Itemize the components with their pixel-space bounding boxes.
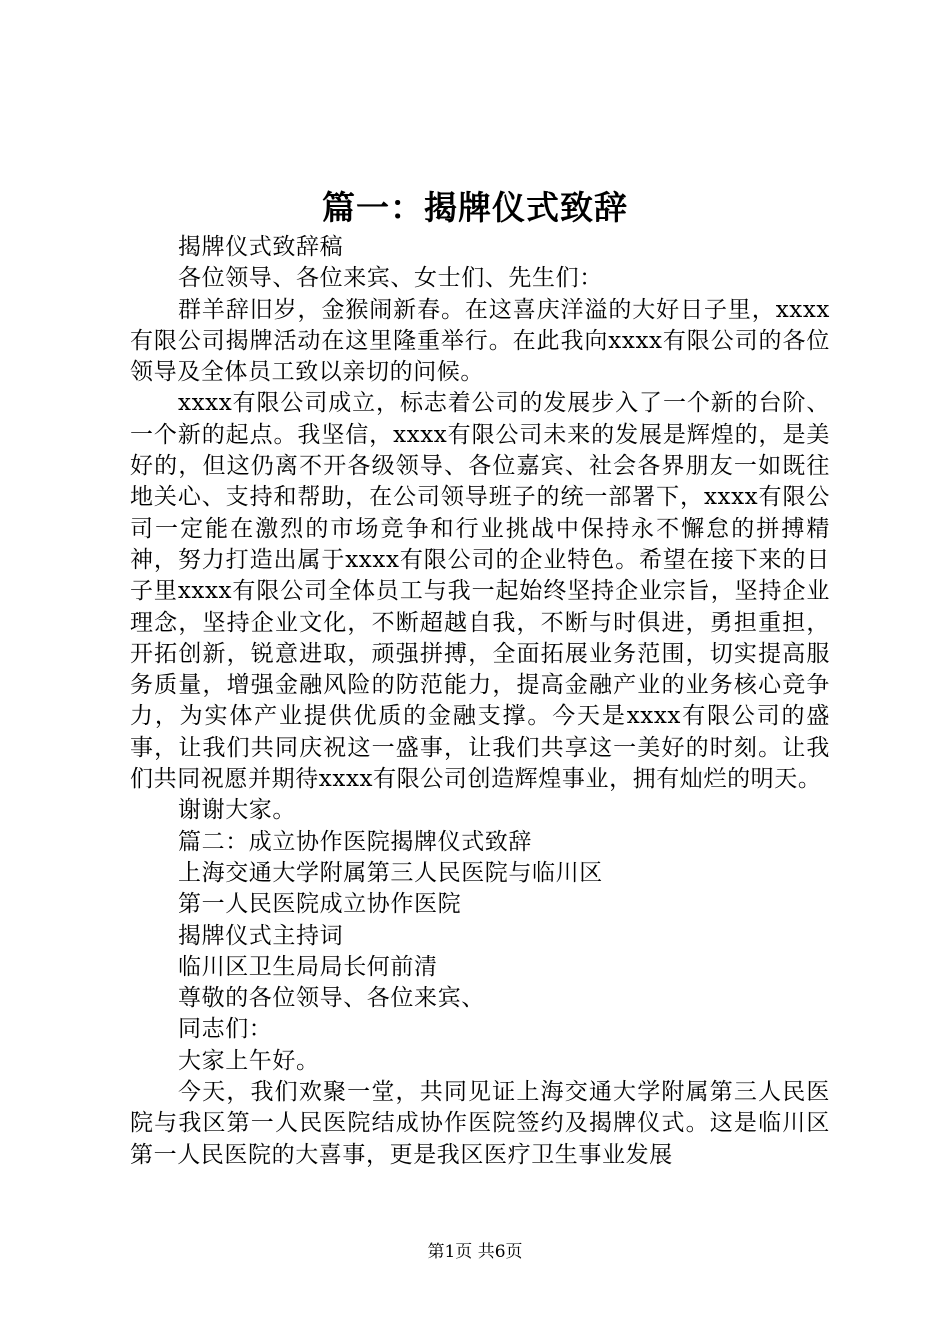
paragraph: 谢谢大家。 <box>178 797 296 824</box>
paragraph: 上海交通大学附属第三人民医院与临川区 <box>178 859 603 886</box>
paragraph: 大家上午好。 <box>178 1047 320 1074</box>
document-title: 篇一：揭牌仪式致辞 <box>322 188 628 227</box>
paragraph: 揭牌仪式主持词 <box>178 922 344 949</box>
page-footer: 第1页 共6页 <box>427 1242 523 1262</box>
paragraph: 今天，我们欢聚一堂，共同见证上海交通大学附属第三人民医院与我区第一人民医院结成协作医院签约及揭牌仪式。这是临川区第一人民医院的大喜事，更是我区医疗卫生事业发展 <box>130 1079 830 1168</box>
paragraph: 群羊辞旧岁，金猴闹新春。在这喜庆洋溢的大好日子里，xxxx有限公司揭牌活动在这里隆重举行。在此我向xxxx有限公司的各位领导及全体员工致以亲切的问候。 <box>130 296 830 386</box>
paragraph: 揭牌仪式致辞稿 <box>178 234 344 260</box>
paragraph: 尊敬的各位领导、各位来宾、 <box>178 985 485 1012</box>
paragraph: 临川区卫生局局长何前清 <box>178 953 438 980</box>
paragraph: 各位领导、各位来宾、女士们、先生们： <box>178 265 603 292</box>
paragraph: xxxx有限公司成立，标志着公司的发展步入了一个新的台阶、一个新的起点。我坚信，xxxx有限公司未来的发展是辉煌的，是美好的，但这仍离不开各级领导、各位嘉宾、社会各界朋友一如既往地关心、支持和帮助，在公司领导班子的统一部署下，xxxx有限公司一定能在激烈的市场竞争和行业挑战中保持永不懈怠的拼搏精神，努力打造出属于xxxx有限公司的企业特色。希望在接下来的日子里xxxx有限公司全体员工与我一起始终坚持企业宗旨，坚持企业理念，坚持企业文化，不断超越自我，不断与时俱进，勇担重担，开拓创新，锐意进取，顽强拼搏，全面拓展业务范围，切实提高服务质量，增强金融风险的防范能力，提高金融产业的业务核心竞争力，为实体产业提供优质的金融支撑。今天是xxxx有限公司的盛事，让我们共同庆祝这一盛事，让我们共享这一美好的时刻。让我们共同祝愿并期待xxxx有限公司创造辉煌事业，拥有灿烂的明天。 <box>130 390 830 793</box>
paragraph: 第一人民医院成立协作医院 <box>178 891 462 918</box>
document-body <box>130 232 830 1171</box>
section-heading: 篇二：成立协作医院揭牌仪式致辞 <box>178 828 532 855</box>
paragraph: 同志们： <box>178 1016 273 1043</box>
